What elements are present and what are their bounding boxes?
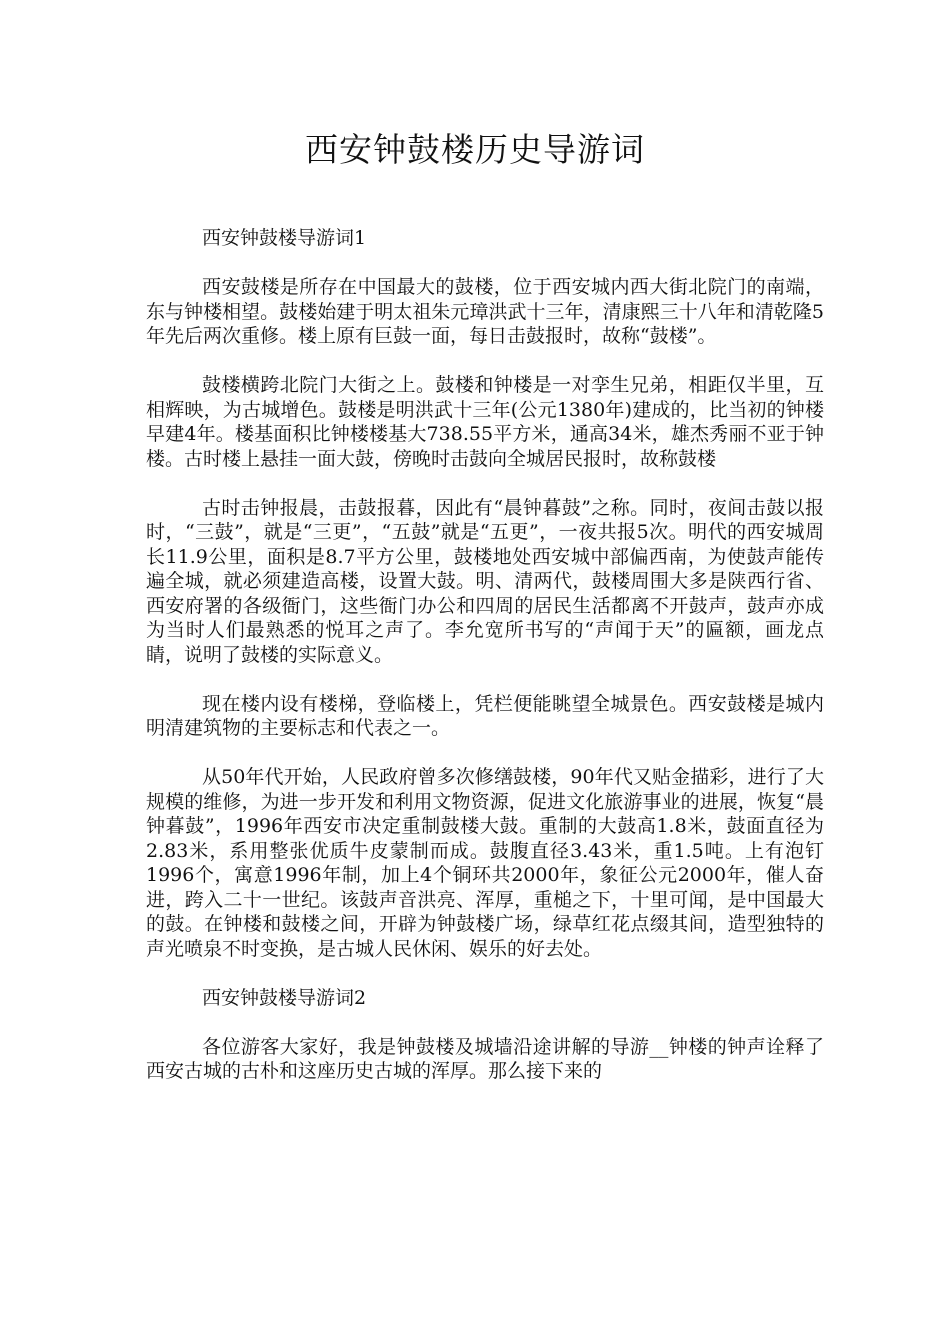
document-title: 西安钟鼓楼历史导游词 [305,130,645,169]
section-heading-1: 西安钟鼓楼导游词1 [202,227,367,249]
section-heading-2: 西安钟鼓楼导游词2 [202,986,367,1009]
paragraph: 西安鼓楼是所存在中国最大的鼓楼，位于西安城内西大街北院门的南端，东与钟楼相望。鼓楼始建于明太祖朱元璋洪武十三年，清康熙三十八年和清乾隆5年先后两次重修。楼上原有巨鼓一面，每日击鼓报时，故称“鼓楼”。 [146,276,824,347]
paragraph: 现在楼内设有楼梯，登临楼上，凭栏便能眺望全城景色。西安鼓楼是城内明清建筑物的主要标志和代表之一。 [146,692,824,739]
paragraph: 鼓楼横跨北院门大街之上。鼓楼和钟楼是一对孪生兄弟，相距仅半里，互相辉映，为古城增色。鼓楼是明洪武十三年(公元1380年)建成的，比当初的钟楼早建4年。楼基面积比钟楼楼基大738.55平方米，通高34米，雄杰秀丽不亚于钟楼。古时楼上悬挂一面大鼓，傍晚时击鼓向全城居民报时，故称鼓楼 [146,374,824,470]
paragraph: 古时击钟报晨，击鼓报暮，因此有“晨钟暮鼓”之称。同时，夜间击鼓以报时，“三鼓”，就是“三更”，“五鼓”就是“五更”，一夜共报5次。明代的西安城周长11.9公里，面积是8.7平方公里，鼓楼地处西安城中部偏西南，为使鼓声能传遍全城，就必须建造高楼，设置大鼓。明、清两代，鼓楼周围大多是陕西行省、西安府署的各级衙门，这些衙门办公和四周的居民生活都离不开鼓声，鼓声亦成为当时人们最熟悉的悦耳之声了。李允宽所书写的“声闻于天”的匾额，画龙点睛，说明了鼓楼的实际意义。 [146,496,824,666]
paragraph: 从50年代开始，人民政府曾多次修缮鼓楼，90年代又贴金描彩，进行了大规模的维修，为进一步开发和利用文物资源，促进文化旅游事业的进展，恢复“晨钟暮鼓”，1996年西安市决定重制鼓楼大鼓。重制的大鼓高1.8米，鼓面直径为2.83米，系用整张优质牛皮蒙制而成。鼓腹直径3.43米，重1.5吨。上有泡钉1996个，寓意1996年制，加上4个铜环共2000年，象征公元2000年，催人奋进，跨入二十一世纪。该鼓声音洪亮、浑厚，重槌之下，十里可闻，是中国最大的鼓。在钟楼和鼓楼之间，开辟为钟鼓楼广场，绿草红花点缀其间，造型独特的声光喷泉不时变换，是古城人民休闲、娱乐的好去处。 [146,766,824,960]
document-body [146,226,824,1084]
paragraph: 各位游客大家好，我是钟鼓楼及城墙沿途讲解的导游__钟楼的钟声诠释了西安古城的古朴和这座历史古城的浑厚。那么接下来的 [146,1035,824,1082]
